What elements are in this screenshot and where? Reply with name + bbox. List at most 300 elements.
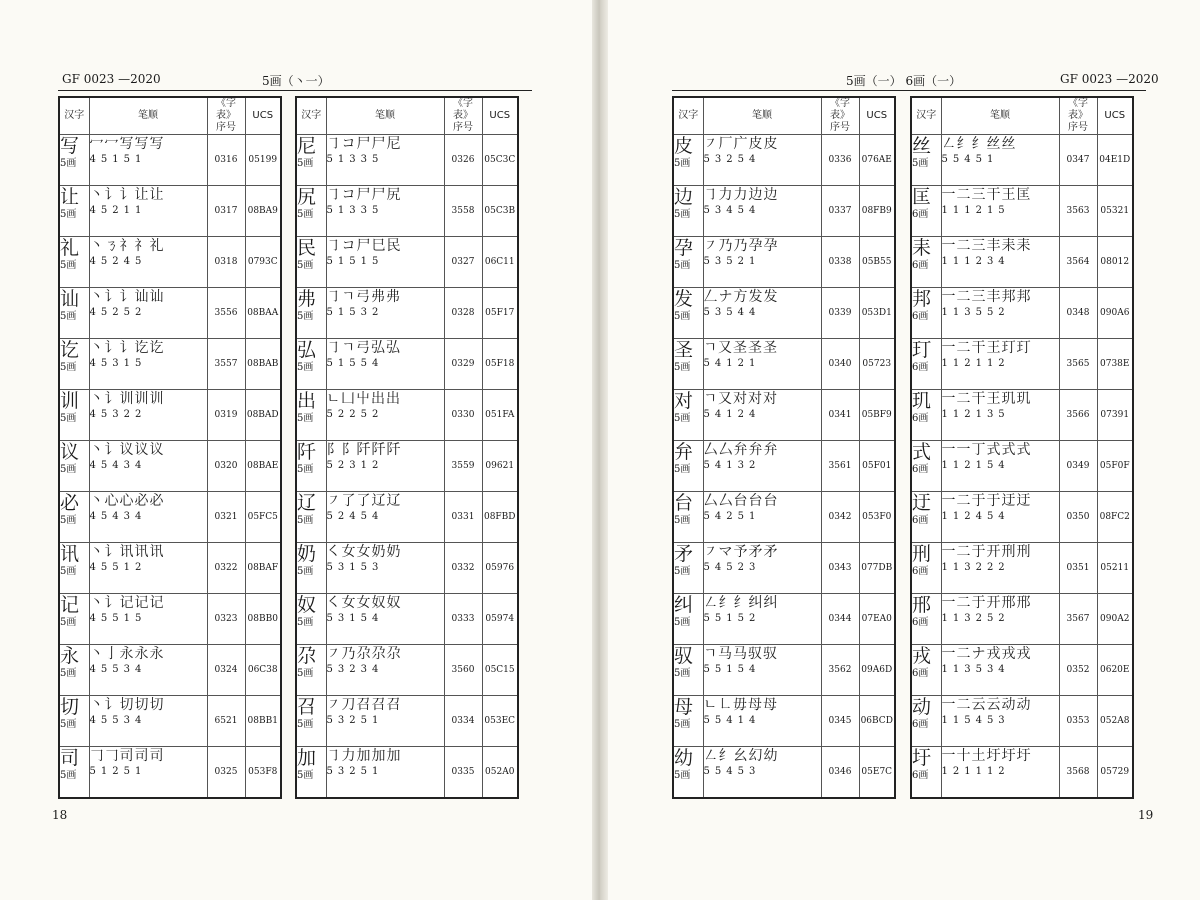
serial-number: 3564 — [1059, 237, 1097, 288]
stroke-sequence: 丶讠议议议 — [89, 442, 165, 458]
ucs-code: 05976 — [482, 543, 518, 594]
stroke-order-cell — [941, 288, 1059, 339]
stroke-order-cell — [941, 492, 1059, 543]
hanzi-cell — [911, 543, 941, 594]
hanzi-char: 矛 — [674, 543, 694, 565]
serial-number: 0317 — [207, 186, 245, 237]
ucs-code: 06C38 — [245, 645, 281, 696]
stroke-sequence: ㇛女女奴奴 — [326, 595, 402, 611]
serial-number: 0351 — [1059, 543, 1097, 594]
ucs-code: 077DB — [859, 543, 895, 594]
stroke-count: 5画 — [674, 617, 691, 628]
stroke-count: 5画 — [60, 566, 77, 577]
stroke-count: 5画 — [60, 158, 77, 169]
hanzi-cell — [911, 135, 941, 186]
table-row — [911, 492, 1133, 543]
table-row — [59, 135, 281, 186]
stroke-count: 5画 — [60, 617, 77, 628]
stroke-count: 6画 — [912, 311, 929, 322]
hanzi-cell — [673, 237, 703, 288]
table-row — [296, 645, 518, 696]
hanzi-char: 耒 — [912, 237, 932, 259]
stroke-order-cell — [703, 696, 821, 747]
hanzi-char: 纠 — [674, 594, 694, 616]
table-row — [911, 288, 1133, 339]
stroke-sequence: ㇇刀召召召 — [326, 697, 402, 713]
ucs-code: 05F17 — [482, 288, 518, 339]
stroke-sequence: ㇆ㄱ弓弗弗 — [326, 289, 402, 305]
table-row — [296, 237, 518, 288]
stroke-codes: 53254 — [703, 154, 761, 165]
stroke-order-cell — [89, 441, 207, 492]
serial-number: 0350 — [1059, 492, 1097, 543]
ucs-code: 08BAB — [245, 339, 281, 390]
stroke-count: 5画 — [674, 719, 691, 730]
stroke-codes: 113222 — [941, 562, 1010, 573]
ucs-code: 08FB9 — [859, 186, 895, 237]
ucs-code: 0620E — [1097, 645, 1133, 696]
table-header-row — [673, 97, 895, 135]
stroke-count: 5画 — [674, 515, 691, 526]
hanzi-char: 必 — [60, 492, 80, 514]
stroke-codes: 45512 — [89, 562, 147, 573]
serial-number: 0330 — [444, 390, 482, 441]
serial-number: 0331 — [444, 492, 482, 543]
hanzi-cell — [59, 339, 89, 390]
hanzi-char: 辽 — [297, 492, 317, 514]
col-header-char: 汉字 — [296, 97, 326, 135]
stroke-codes: 52312 — [326, 460, 384, 471]
ucs-code: 090A6 — [1097, 288, 1133, 339]
stroke-codes: 45434 — [89, 511, 147, 522]
serial-number: 3568 — [1059, 747, 1097, 799]
ucs-code: 05C15 — [482, 645, 518, 696]
ucs-code: 05C3C — [482, 135, 518, 186]
ucs-code: 052A0 — [482, 747, 518, 799]
hanzi-char: 迂 — [912, 492, 932, 514]
stroke-count: 5画 — [297, 260, 314, 271]
hanzi-cell — [296, 390, 326, 441]
ucs-code: 07EA0 — [859, 594, 895, 645]
stroke-sequence: 一二于于迂迂 — [941, 493, 1032, 509]
serial-number: 0320 — [207, 441, 245, 492]
stroke-codes: 55414 — [703, 715, 761, 726]
stroke-codes: 55152 — [703, 613, 761, 624]
hanzi-char: 礼 — [60, 237, 80, 259]
ucs-code: 08BB1 — [245, 696, 281, 747]
stroke-order-cell — [703, 237, 821, 288]
col-header-ucs: UCS — [245, 97, 281, 135]
stroke-order-table — [910, 96, 1134, 799]
stroke-sequence: ㄱ又圣圣圣 — [703, 340, 779, 356]
stroke-count: 5画 — [674, 209, 691, 220]
hanzi-cell — [296, 339, 326, 390]
hanzi-char: 玎 — [912, 339, 932, 361]
serial-number: 0327 — [444, 237, 482, 288]
ucs-code: 05B55 — [859, 237, 895, 288]
left-header-rule — [58, 90, 532, 91]
serial-number: 3561 — [821, 441, 859, 492]
serial-number: 0338 — [821, 237, 859, 288]
stroke-sequence: 冖冖写写写 — [89, 136, 165, 152]
stroke-sequence: 厶厶台台台 — [703, 493, 779, 509]
hanzi-cell — [59, 492, 89, 543]
stroke-sequence: ㇇乃乃孕孕 — [703, 238, 779, 254]
hanzi-cell — [296, 492, 326, 543]
serial-number: 0329 — [444, 339, 482, 390]
col-header-char: 汉字 — [911, 97, 941, 135]
serial-number: 0325 — [207, 747, 245, 799]
hanzi-cell — [911, 390, 941, 441]
stroke-count: 5画 — [674, 770, 691, 781]
hanzi-char: 召 — [297, 696, 317, 718]
stroke-sequence: 一二三丰耒耒 — [941, 238, 1032, 254]
hanzi-char: 写 — [60, 135, 80, 157]
table-row — [673, 645, 895, 696]
table-row — [911, 135, 1133, 186]
stroke-sequence: ㇆力加加加 — [326, 748, 402, 764]
serial-number: 3567 — [1059, 594, 1097, 645]
serial-number: 0316 — [207, 135, 245, 186]
stroke-count: 5画 — [60, 668, 77, 679]
stroke-count: 5画 — [674, 311, 691, 322]
stroke-count: 6画 — [912, 362, 929, 373]
hanzi-char: 讪 — [60, 288, 80, 310]
stroke-codes: 45434 — [89, 460, 147, 471]
stroke-order-cell — [326, 390, 444, 441]
hanzi-char: 奶 — [297, 543, 317, 565]
stroke-sequence: 丶讠讠讫讫 — [89, 340, 165, 356]
serial-number: 0336 — [821, 135, 859, 186]
hanzi-char: 司 — [60, 747, 80, 769]
ucs-code: 05723 — [859, 339, 895, 390]
stroke-order-cell — [326, 237, 444, 288]
stroke-codes: 51554 — [326, 358, 384, 369]
table-row — [673, 594, 895, 645]
stroke-order-cell — [89, 543, 207, 594]
stroke-order-cell — [703, 339, 821, 390]
left-header-code: GF 0023 —2020 — [62, 72, 161, 86]
serial-number: 6521 — [207, 696, 245, 747]
hanzi-char: 孕 — [674, 237, 694, 259]
stroke-sequence: ㄱ又对对对 — [703, 391, 779, 407]
stroke-codes: 45315 — [89, 358, 147, 369]
stroke-sequence: ㄴ㇗毋母母 — [703, 697, 779, 713]
table-row — [911, 441, 1133, 492]
ucs-code: 04E1D — [1097, 135, 1133, 186]
stroke-codes: 45322 — [89, 409, 147, 420]
ucs-code: 05F0F — [1097, 441, 1133, 492]
stroke-count: 6画 — [912, 770, 929, 781]
book-gutter — [592, 0, 608, 900]
stroke-codes: 52252 — [326, 409, 384, 420]
ucs-code: 08BAF — [245, 543, 281, 594]
hanzi-char: 边 — [674, 186, 694, 208]
ucs-code: 05F18 — [482, 339, 518, 390]
hanzi-char: 永 — [60, 645, 80, 667]
table-row — [673, 492, 895, 543]
hanzi-char: 圣 — [674, 339, 694, 361]
table-row — [673, 747, 895, 799]
serial-number: 0319 — [207, 390, 245, 441]
hanzi-char: 式 — [912, 441, 932, 463]
stroke-codes: 53154 — [326, 613, 384, 624]
stroke-order-cell — [703, 645, 821, 696]
stroke-count: 5画 — [60, 311, 77, 322]
stroke-count: 6画 — [912, 209, 929, 220]
hanzi-cell — [911, 492, 941, 543]
hanzi-char: 动 — [912, 696, 932, 718]
stroke-sequence: 丶亅永永永 — [89, 646, 165, 662]
stroke-order-cell — [941, 186, 1059, 237]
table-row — [296, 492, 518, 543]
hanzi-char: 母 — [674, 696, 694, 718]
ucs-code: 06BCD — [859, 696, 895, 747]
stroke-count: 6画 — [912, 413, 929, 424]
stroke-codes: 53521 — [703, 256, 761, 267]
hanzi-cell — [673, 747, 703, 799]
serial-number: 3558 — [444, 186, 482, 237]
serial-number: 0321 — [207, 492, 245, 543]
stroke-order-cell — [326, 135, 444, 186]
stroke-count: 6画 — [912, 515, 929, 526]
stroke-count: 5画 — [674, 464, 691, 475]
stroke-codes: 51251 — [89, 766, 147, 777]
hanzi-char: 邦 — [912, 288, 932, 310]
ucs-code: 05F01 — [859, 441, 895, 492]
table-row — [673, 543, 895, 594]
serial-number: 0322 — [207, 543, 245, 594]
table-row — [59, 237, 281, 288]
stroke-codes: 113552 — [941, 307, 1010, 318]
table-row — [296, 696, 518, 747]
stroke-order-cell — [703, 186, 821, 237]
hanzi-char: 匡 — [912, 186, 932, 208]
serial-number: 3560 — [444, 645, 482, 696]
table-row — [911, 696, 1133, 747]
table-row — [59, 339, 281, 390]
table-row — [59, 492, 281, 543]
stroke-order-cell — [941, 696, 1059, 747]
hanzi-cell — [673, 135, 703, 186]
hanzi-char: 尕 — [297, 645, 317, 667]
stroke-sequence: ㇜纟纟丝丝 — [941, 136, 1017, 152]
stroke-order-cell — [703, 492, 821, 543]
hanzi-char: 对 — [674, 390, 694, 412]
table-row — [296, 288, 518, 339]
ucs-code: 06C11 — [482, 237, 518, 288]
stroke-sequence: 𠃌𠃌司司司 — [89, 748, 165, 764]
table-header-row — [911, 97, 1133, 135]
table-row — [911, 594, 1133, 645]
stroke-order-cell — [89, 594, 207, 645]
hanzi-cell — [59, 594, 89, 645]
stroke-codes: 45515 — [89, 613, 147, 624]
stroke-sequence: ㇇乃尕尕尕 — [326, 646, 402, 662]
stroke-codes: 54121 — [703, 358, 761, 369]
hanzi-char: 加 — [297, 747, 317, 769]
hanzi-cell — [911, 441, 941, 492]
hanzi-cell — [296, 237, 326, 288]
table-row — [673, 696, 895, 747]
serial-number: 0349 — [1059, 441, 1097, 492]
ucs-code: 08BAE — [245, 441, 281, 492]
table-row — [673, 390, 895, 441]
serial-number: 0342 — [821, 492, 859, 543]
stroke-count: 5画 — [674, 668, 691, 679]
ucs-code: 0738E — [1097, 339, 1133, 390]
ucs-code: 090A2 — [1097, 594, 1133, 645]
stroke-sequence: ㇇マ予矛矛 — [703, 544, 779, 560]
stroke-count: 5画 — [297, 668, 314, 679]
stroke-order-cell — [89, 390, 207, 441]
col-header-serial: 《字表》 序号 — [444, 97, 482, 135]
stroke-codes: 53454 — [703, 205, 761, 216]
left-header-section: 5画（丶一） — [262, 74, 330, 88]
stroke-sequence: 厶厶弁弁弁 — [703, 442, 779, 458]
stroke-count: 5画 — [297, 413, 314, 424]
stroke-codes: 115453 — [941, 715, 1010, 726]
stroke-order-cell — [89, 135, 207, 186]
table-row — [911, 645, 1133, 696]
stroke-sequence: 一二云云动动 — [941, 697, 1032, 713]
serial-number: 0346 — [821, 747, 859, 799]
stroke-codes: 54124 — [703, 409, 761, 420]
col-header-serial: 《字表》 序号 — [1059, 97, 1097, 135]
ucs-code: 05729 — [1097, 747, 1133, 799]
page-number-right: 19 — [1138, 808, 1154, 822]
hanzi-char: 玑 — [912, 390, 932, 412]
table-row — [296, 390, 518, 441]
stroke-order-cell — [326, 645, 444, 696]
table-row — [911, 543, 1133, 594]
serial-number: 0337 — [821, 186, 859, 237]
stroke-order-cell — [941, 390, 1059, 441]
ucs-code: 08BAD — [245, 390, 281, 441]
hanzi-cell — [673, 390, 703, 441]
stroke-order-cell — [941, 135, 1059, 186]
stroke-sequence: 一十土圩圩圩 — [941, 748, 1032, 764]
serial-number: 0340 — [821, 339, 859, 390]
stroke-order-table — [672, 96, 896, 799]
hanzi-cell — [59, 135, 89, 186]
table-row — [59, 288, 281, 339]
hanzi-cell — [673, 696, 703, 747]
serial-number: 0335 — [444, 747, 482, 799]
table-row — [911, 339, 1133, 390]
ucs-code: 05974 — [482, 594, 518, 645]
ucs-code: 053D1 — [859, 288, 895, 339]
ucs-code: 05E7C — [859, 747, 895, 799]
table-row — [911, 390, 1133, 441]
stroke-order-cell — [326, 339, 444, 390]
stroke-codes: 53251 — [326, 715, 384, 726]
stroke-sequence: ㇛女女奶奶 — [326, 544, 402, 560]
hanzi-cell — [59, 543, 89, 594]
stroke-order-cell — [326, 492, 444, 543]
stroke-codes: 55154 — [703, 664, 761, 675]
table-row — [673, 135, 895, 186]
stroke-sequence: 丶讠讠让让 — [89, 187, 165, 203]
stroke-sequence: 丶讠切切切 — [89, 697, 165, 713]
stroke-sequence: 丶心心必必 — [89, 493, 165, 509]
stroke-codes: 53153 — [326, 562, 384, 573]
table-row — [673, 186, 895, 237]
stroke-sequence: 一二三干王匡 — [941, 187, 1032, 203]
table-header-row — [59, 97, 281, 135]
hanzi-cell — [673, 492, 703, 543]
stroke-count: 5画 — [674, 413, 691, 424]
right-header-section: 5画（一） 6画（一） — [846, 74, 962, 88]
hanzi-char: 民 — [297, 237, 317, 259]
ucs-code: 0793C — [245, 237, 281, 288]
stroke-codes: 111234 — [941, 256, 1010, 267]
stroke-order-cell — [703, 747, 821, 799]
stroke-codes: 45534 — [89, 715, 147, 726]
stroke-count: 5画 — [297, 311, 314, 322]
stroke-codes: 52454 — [326, 511, 384, 522]
stroke-order-cell — [703, 441, 821, 492]
serial-number: 0318 — [207, 237, 245, 288]
stroke-codes: 53234 — [326, 664, 384, 675]
serial-number: 0339 — [821, 288, 859, 339]
stroke-sequence: ㇜纟幺幻幼 — [703, 748, 779, 764]
ucs-code: 07391 — [1097, 390, 1133, 441]
table-row — [296, 135, 518, 186]
stroke-count: 5画 — [912, 158, 929, 169]
stroke-sequence: 丶讠讠讪讪 — [89, 289, 165, 305]
stroke-codes: 111215 — [941, 205, 1010, 216]
stroke-codes: 121112 — [941, 766, 1010, 777]
stroke-codes: 113534 — [941, 664, 1010, 675]
stroke-order-cell — [326, 696, 444, 747]
serial-number: 0328 — [444, 288, 482, 339]
stroke-codes: 55453 — [703, 766, 761, 777]
stroke-sequence: 一二干王玎玎 — [941, 340, 1032, 356]
stroke-sequence: ㇜纟纟纠纠 — [703, 595, 779, 611]
hanzi-cell — [296, 543, 326, 594]
stroke-count: 5画 — [297, 515, 314, 526]
stroke-order-cell — [89, 696, 207, 747]
hanzi-cell — [59, 747, 89, 799]
stroke-codes: 112154 — [941, 460, 1010, 471]
serial-number: 0326 — [444, 135, 482, 186]
hanzi-char: 台 — [674, 492, 694, 514]
stroke-order-cell — [703, 594, 821, 645]
table-header-row — [296, 97, 518, 135]
stroke-codes: 51335 — [326, 205, 384, 216]
col-header-ucs: UCS — [1097, 97, 1133, 135]
ucs-code: 053EC — [482, 696, 518, 747]
hanzi-cell — [59, 390, 89, 441]
hanzi-char: 奴 — [297, 594, 317, 616]
table-row — [673, 339, 895, 390]
stroke-codes: 45151 — [89, 154, 147, 165]
hanzi-cell — [296, 696, 326, 747]
table-row — [296, 339, 518, 390]
stroke-count: 6画 — [912, 464, 929, 475]
stroke-codes: 112112 — [941, 358, 1010, 369]
stroke-order-cell — [941, 594, 1059, 645]
hanzi-cell — [59, 237, 89, 288]
table-row — [59, 696, 281, 747]
table-row — [59, 390, 281, 441]
page-number-left: 18 — [52, 808, 68, 822]
hanzi-char: 弗 — [297, 288, 317, 310]
stroke-codes: 45252 — [89, 307, 147, 318]
table-row — [673, 441, 895, 492]
serial-number: 0344 — [821, 594, 859, 645]
